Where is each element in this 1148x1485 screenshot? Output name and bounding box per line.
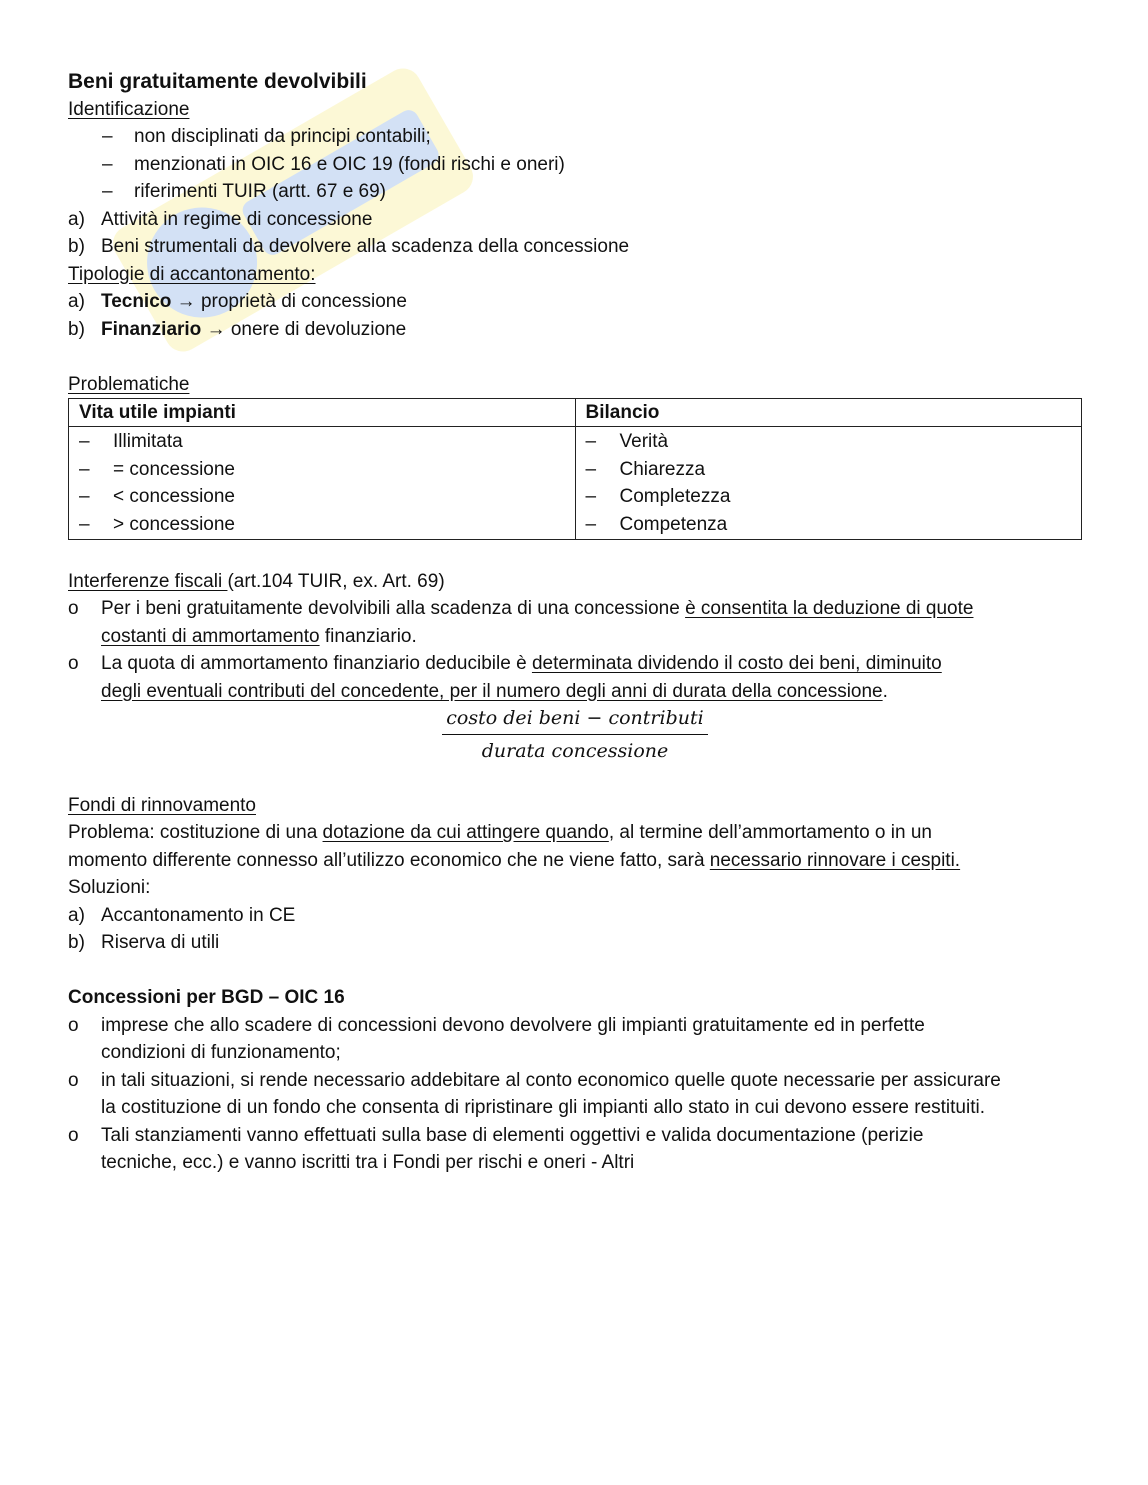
list-item: o imprese che allo scadere di concessioni devono devolvere gli impianti gratuitamente ed in perfette — [68, 1014, 925, 1036]
doc-title: Beni gratuitamente devolvibili — [68, 70, 367, 93]
concessioni-heading: Concessioni per BGD – OIC 16 — [68, 987, 345, 1008]
table-cell: – Verità – Chiarezza – Completezza – Competenza — [575, 427, 1082, 540]
list-item-cont: degli eventuali contributi del concedente, per il numero degli anni di durata della concessione. — [101, 680, 888, 702]
arrow-icon: → — [206, 318, 226, 340]
list-item-cont: costanti di ammortamento finanziario. — [101, 625, 417, 647]
table-header: Bilancio — [575, 399, 1082, 427]
paragraph-line: Problema: costituzione di una dotazione da cui attingere quando, al termine dell’ammortamento o in un — [68, 822, 932, 843]
list-item: o La quota di ammortamento finanziario deducibile è determinata dividendo il costo dei beni, diminuito — [68, 653, 942, 674]
identificazione-heading: Identificazione — [68, 98, 190, 120]
paragraph-line: momento differente connesso all’utilizzo economico che ne viene fatto, sarà necessario rinnovare i cespiti. — [68, 849, 961, 871]
list-item-cont: la costituzione di un fondo che consenta di ripristinare gli impianti allo stato in cui devono essere restituiti. — [101, 1097, 985, 1118]
interferenze-heading: Interferenze fiscali (art.104 TUIR, ex. Art. 69) — [68, 570, 445, 592]
list-item: o in tali situazioni, si rende necessario addebitare al conto economico quelle quote necessarie per assicurare — [68, 1069, 1001, 1091]
list-item: b) Beni strumentali da devolvere alla scadenza della concessione — [68, 236, 630, 257]
table-header: Vita utile impianti — [69, 399, 576, 427]
document-page — [68, 68, 1082, 1177]
table-cell: – Illimitata – = concessione – < concessione – > concessione — [69, 427, 576, 540]
fondi-heading: Fondi di rinnovamento — [68, 794, 256, 816]
tipologie-heading: Tipologie di accantonamento: — [68, 263, 316, 285]
formula-numerator: costo dei beni − contributi — [442, 705, 707, 735]
formula — [68, 705, 1082, 764]
list-item: – non disciplinati da principi contabili; — [102, 126, 431, 147]
list-item: – menzionati in OIC 16 e OIC 19 (fondi rischi e oneri) — [102, 153, 565, 175]
list-item-cont: condizioni di funzionamento; — [101, 1042, 341, 1063]
formula-denominator: durata concessione — [481, 740, 669, 762]
list-item: b) Riserva di utili — [68, 932, 220, 953]
list-item: o Tali stanziamenti vanno effettuati sulla base di elementi oggettivi e valida documentazione (perizie — [68, 1124, 924, 1146]
list-item: a) Attività in regime di concessione — [68, 208, 373, 230]
list-item-cont: tecniche, ecc.) e vanno iscritti tra i Fondi per rischi e oneri - Altri — [101, 1152, 635, 1173]
soluzioni-label: Soluzioni: — [68, 877, 151, 898]
arrow-icon: → — [176, 291, 196, 312]
problematiche-heading: Problematiche — [68, 373, 190, 395]
problematiche-table — [68, 398, 1082, 540]
list-item: b) Finanziario → onere di devoluzione — [68, 318, 407, 340]
list-item: – riferimenti TUIR (artt. 67 e 69) — [102, 181, 387, 202]
list-item: a) Accantonamento in CE — [68, 904, 296, 926]
list-item: a) Tecnico → proprietà di concessione — [68, 291, 407, 312]
list-item: o Per i beni gratuitamente devolvibili alla scadenza di una concessione è consentita la deduzione di quote — [68, 598, 974, 619]
